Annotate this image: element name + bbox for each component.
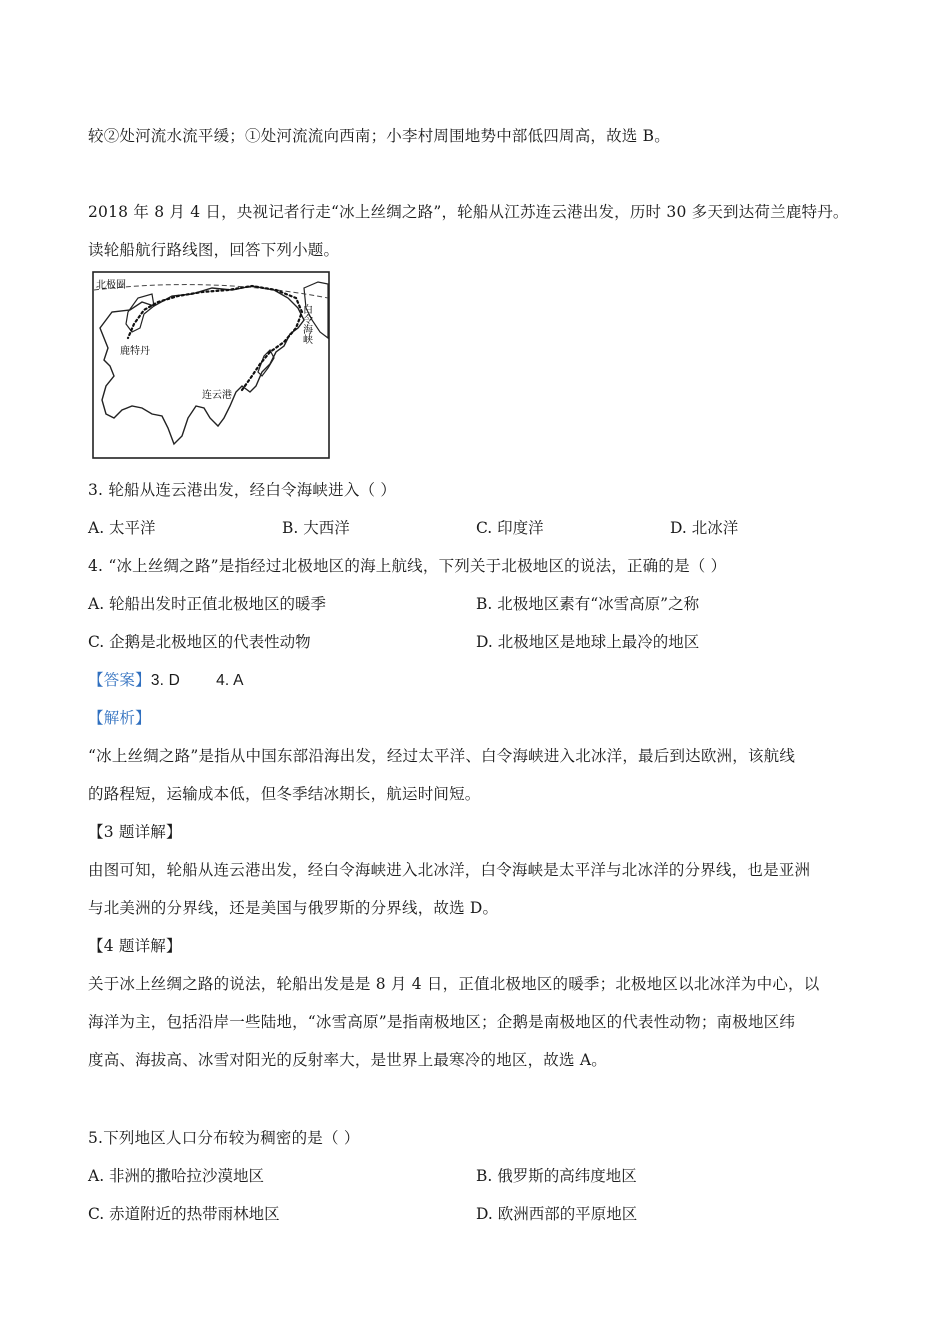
q5-option-b: B. 俄罗斯的高纬度地区 <box>476 1167 637 1185</box>
lianyungang-label: 连云港 <box>202 390 232 401</box>
bering-strait-label: 白令海峡 <box>300 304 312 344</box>
rotterdam-label: 鹿特丹 <box>120 346 150 357</box>
q4-option-c: C. 企鹅是北极地区的代表性动物 <box>88 633 311 651</box>
q4-detail-line-1: 关于冰上丝绸之路的说法，轮船出发是是 8 月 4 日，正值北极地区的暖季；北极地区以北冰洋为中心，以 <box>88 975 820 993</box>
q4-option-a: A. 轮船出发时正值北极地区的暖季 <box>88 595 327 613</box>
q4-detail-heading: 【4 题详解】 <box>88 937 182 955</box>
q4-option-d: D. 北极地区是地球上最冷的地区 <box>476 633 700 651</box>
answer-line <box>88 668 244 690</box>
q3-detail-heading: 【3 题详解】 <box>88 823 182 841</box>
analysis-p2: 的路程短，运输成本低，但冬季结冰期长，航运时间短。 <box>88 785 481 803</box>
q4-stem: 4. “冰上丝绸之路”是指经过北极地区的海上航线，下列关于北极地区的说法，正确的是（ ） <box>88 557 727 575</box>
q3-stem: 3. 轮船从连云港出发，经白令海峡进入（ ） <box>88 481 397 499</box>
q5-stem: 5.下列地区人口分布较为稠密的是（ ） <box>88 1129 360 1147</box>
q4-detail-line-3: 度高、海拔高、冰雪对阳光的反射率大，是世界上最寒冷的地区，故选 A。 <box>88 1051 607 1069</box>
route-map <box>92 268 332 468</box>
analysis-p1: “冰上丝绸之路”是指从中国东部沿海出发，经过太平洋、白令海峡进入北冰洋，最后到达欧洲，该航线 <box>88 747 796 765</box>
q3-option-c: C. 印度洋 <box>476 519 544 537</box>
q3-option-a: A. 太平洋 <box>88 519 156 537</box>
q5-option-c: C. 赤道附近的热带雨林地区 <box>88 1205 280 1223</box>
q3-option-b: B. 大西洋 <box>282 519 350 537</box>
q5-option-d: D. 欧洲西部的平原地区 <box>476 1205 638 1223</box>
answer-text: 3. D 4. A <box>150 672 244 689</box>
q4-option-b: B. 北极地区素有“冰雪高原”之称 <box>476 595 700 613</box>
answer-tag: 【答案】 <box>88 671 151 689</box>
q5-option-a: A. 非洲的撒哈拉沙漠地区 <box>88 1167 265 1185</box>
q3-detail-line-2: 与北美洲的分界线，还是美国与俄罗斯的分界线，故选 D。 <box>88 899 499 917</box>
analysis-tag: 【解析】 <box>88 709 151 727</box>
passage-line-1: 2018 年 8 月 4 日，央视记者行走“冰上丝绸之路”，轮船从江苏连云港出发，历时 30 多天到达荷兰鹿特丹。 <box>88 203 849 221</box>
arctic-circle-label: 北极圈 <box>96 280 126 291</box>
q3-option-d: D. 北冰洋 <box>670 519 739 537</box>
q4-detail-line-2: 海洋为主，包括沿岸一些陆地，“冰雪高原”是指南极地区；企鹅是南极地区的代表性动物；南极地区纬 <box>88 1013 796 1031</box>
intro-line: 较②处河流水流平缓；①处河流流向西南；小李村周围地势中部低四周高，故选 B。 <box>88 127 670 145</box>
q3-detail-line-1: 由图可知，轮船从连云港出发，经白令海峡进入北冰洋，白令海峡是太平洋与北冰洋的分界线，也是亚洲 <box>88 861 811 879</box>
passage-line-2: 读轮船航行路线图，回答下列小题。 <box>88 241 340 259</box>
map-frame <box>93 272 329 458</box>
